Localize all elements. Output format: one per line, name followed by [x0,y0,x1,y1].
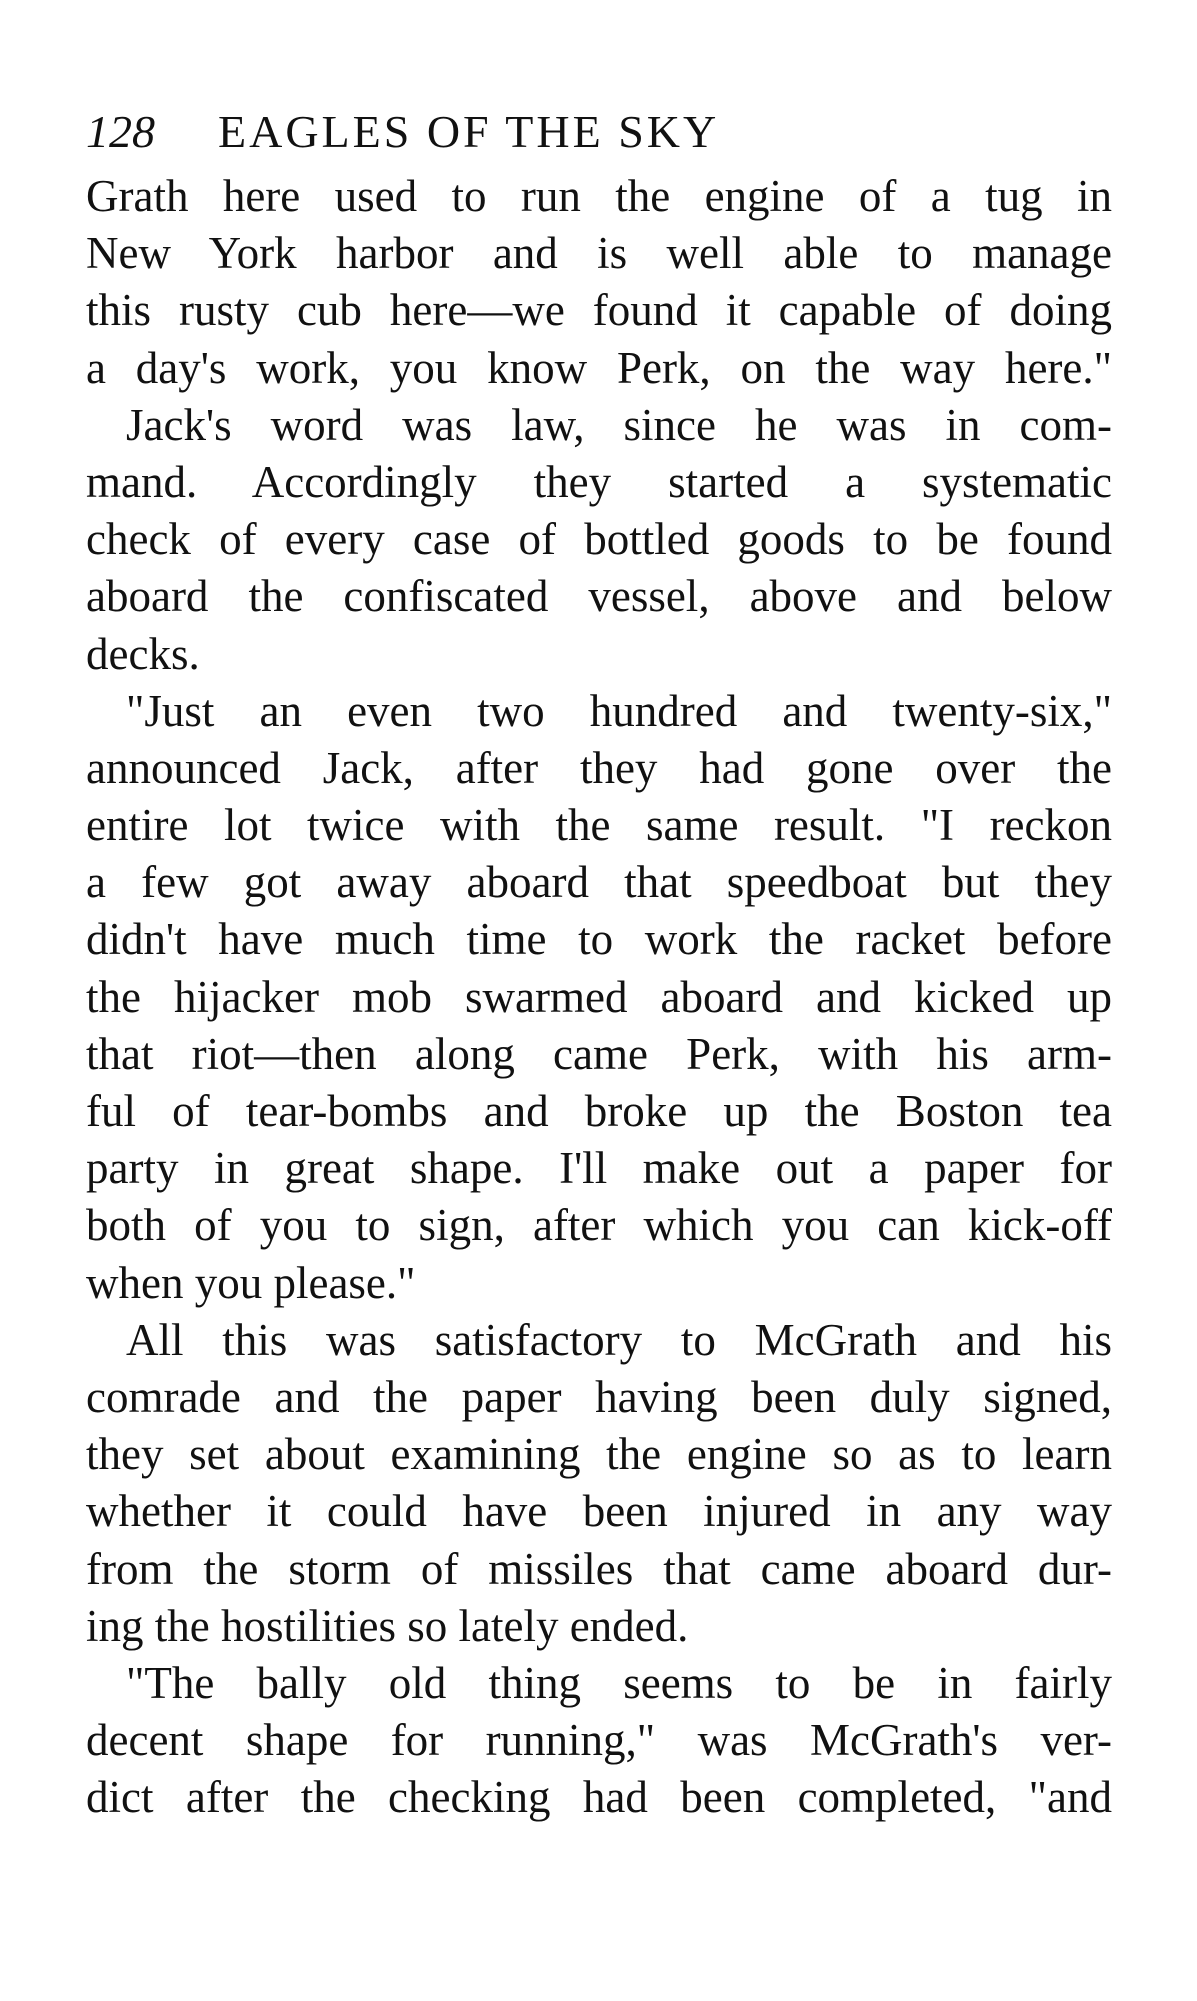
text-line: entire lot twice with the same result. "I reckon [86,800,1112,851]
body-text [86,168,1112,1826]
paragraph-first-line: All this was satisfactory to McGrath and his [126,1314,1112,1365]
text-line: party in great shape. I'll make out a paper for [86,1143,1112,1194]
text-line: dict after the checking had been completed, "and [86,1772,1112,1823]
book-page [86,96,1112,1826]
text-line: when you please." [86,1257,416,1308]
text-line: a few got away aboard that speedboat but they [86,857,1112,908]
text-line: that riot—then along came Perk, with his arm- [86,1028,1112,1079]
page-number: 128 [86,106,155,157]
text-line: a day's work, you know Perk, on the way here." [86,342,1112,393]
text-line: New York harbor and is well able to manage [86,228,1112,279]
book-title: EAGLES OF THE SKY [218,106,720,157]
text-line: check of every case of bottled goods to be found [86,514,1112,565]
text-line: whether it could have been injured in any way [86,1486,1112,1537]
paragraph-first-line: "Just an even two hundred and twenty-six," [126,685,1112,736]
text-line: aboard the confiscated vessel, above and below [86,571,1112,622]
text-line: decent shape for running," was McGrath's ver- [86,1715,1112,1766]
text-line: didn't have much time to work the racket before [86,914,1112,965]
text-line: this rusty cub here—we found it capable of doing [86,285,1112,336]
paragraph-first-line: "The bally old thing seems to be in fairly [126,1657,1112,1708]
text-line: mand. Accordingly they started a systematic [86,456,1112,507]
text-line: the hijacker mob swarmed aboard and kicked up [86,971,1112,1022]
running-header [86,96,1112,168]
text-line: comrade and the paper having been duly signed, [86,1371,1112,1422]
text-line: ing the hostilities so lately ended. [86,1600,689,1651]
text-line: Grath here used to run the engine of a tug in [86,171,1112,221]
text-line: from the storm of missiles that came aboard dur- [86,1543,1112,1594]
text-line: decks. [86,628,200,679]
paragraph-first-line: Jack's word was law, since he was in com- [126,399,1112,450]
text-line: both of you to sign, after which you can kick-off [86,1200,1112,1251]
text-line: ful of tear-bombs and broke up the Boston tea [86,1086,1112,1136]
text-line: they set about examining the engine so as to learn [86,1429,1112,1480]
text-line: announced Jack, after they had gone over the [86,742,1112,793]
